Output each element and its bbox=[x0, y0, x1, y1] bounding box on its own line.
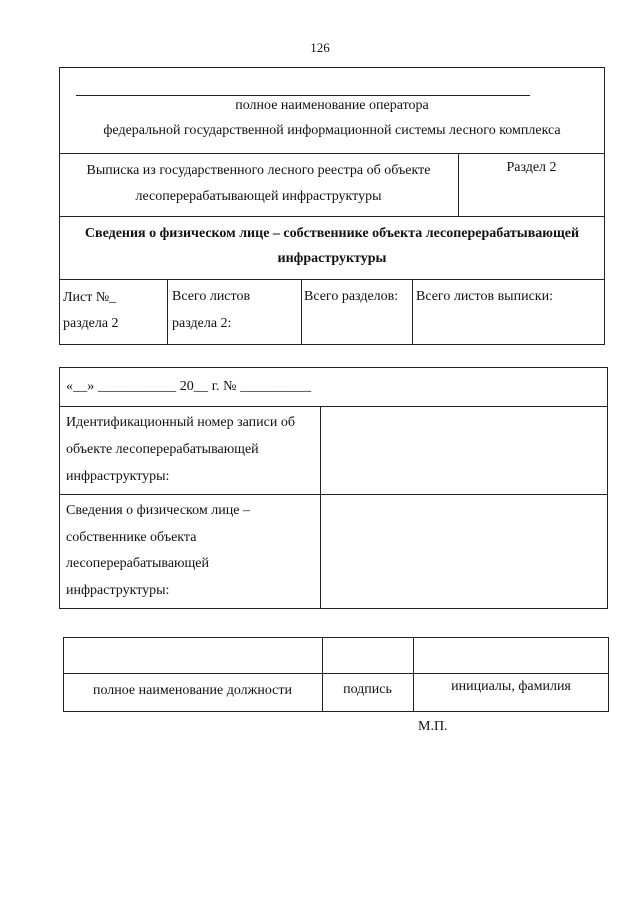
record-id-label-line2: объекте лесоперерабатывающей bbox=[66, 442, 259, 457]
total-sections: Всего разделов: bbox=[304, 289, 399, 304]
record-id-value bbox=[321, 407, 607, 494]
section-title-line1: Сведения о физическом лице – собственнике объекта лесоперерабатывающей bbox=[84, 226, 580, 241]
divider bbox=[412, 279, 413, 345]
stamp-label: М.П. bbox=[418, 719, 448, 734]
total-sheets-line1: Всего листов bbox=[172, 289, 251, 304]
operator-system-name: федеральной государственной информационной системы лесного комплекса bbox=[103, 123, 561, 138]
owner-label-line1: Сведения о физическом лице – bbox=[66, 503, 250, 518]
owner-value bbox=[321, 495, 607, 608]
page-number: 126 bbox=[310, 40, 330, 55]
sheet-number-line1: Лист №_ bbox=[63, 290, 117, 305]
name-label: инициалы, фамилия bbox=[451, 679, 571, 694]
divider bbox=[59, 279, 605, 280]
total-sheets-line2: раздела 2: bbox=[172, 316, 232, 331]
position-label: полное наименование должности bbox=[92, 683, 293, 698]
record-id-label-line1: Идентификационный номер записи об bbox=[66, 415, 295, 430]
section-label: Раздел 2 bbox=[506, 160, 557, 175]
extract-title-line1: Выписка из государственного лесного реестра об объекте bbox=[86, 163, 431, 178]
signature-label: подпись bbox=[343, 682, 392, 697]
date-number-line: «__» ___________ 20__ г. № __________ bbox=[66, 379, 312, 394]
record-id-label-line3: инфраструктуры: bbox=[66, 469, 170, 484]
divider bbox=[167, 279, 168, 345]
sheet-number-line2: раздела 2 bbox=[63, 316, 119, 331]
owner-label-line4: инфраструктуры: bbox=[66, 583, 170, 598]
divider bbox=[301, 279, 302, 345]
owner-label-line3: лесоперерабатывающей bbox=[66, 556, 209, 571]
total-extract-sheets: Всего листов выписки: bbox=[416, 289, 553, 304]
section-title-line2: инфраструктуры bbox=[277, 251, 387, 266]
operator-caption: полное наименование оператора bbox=[235, 98, 429, 113]
extract-title-line2: лесоперерабатывающей инфраструктуры bbox=[135, 189, 382, 204]
owner-label-line2: собственнике объекта bbox=[66, 530, 197, 545]
divider bbox=[59, 216, 605, 217]
